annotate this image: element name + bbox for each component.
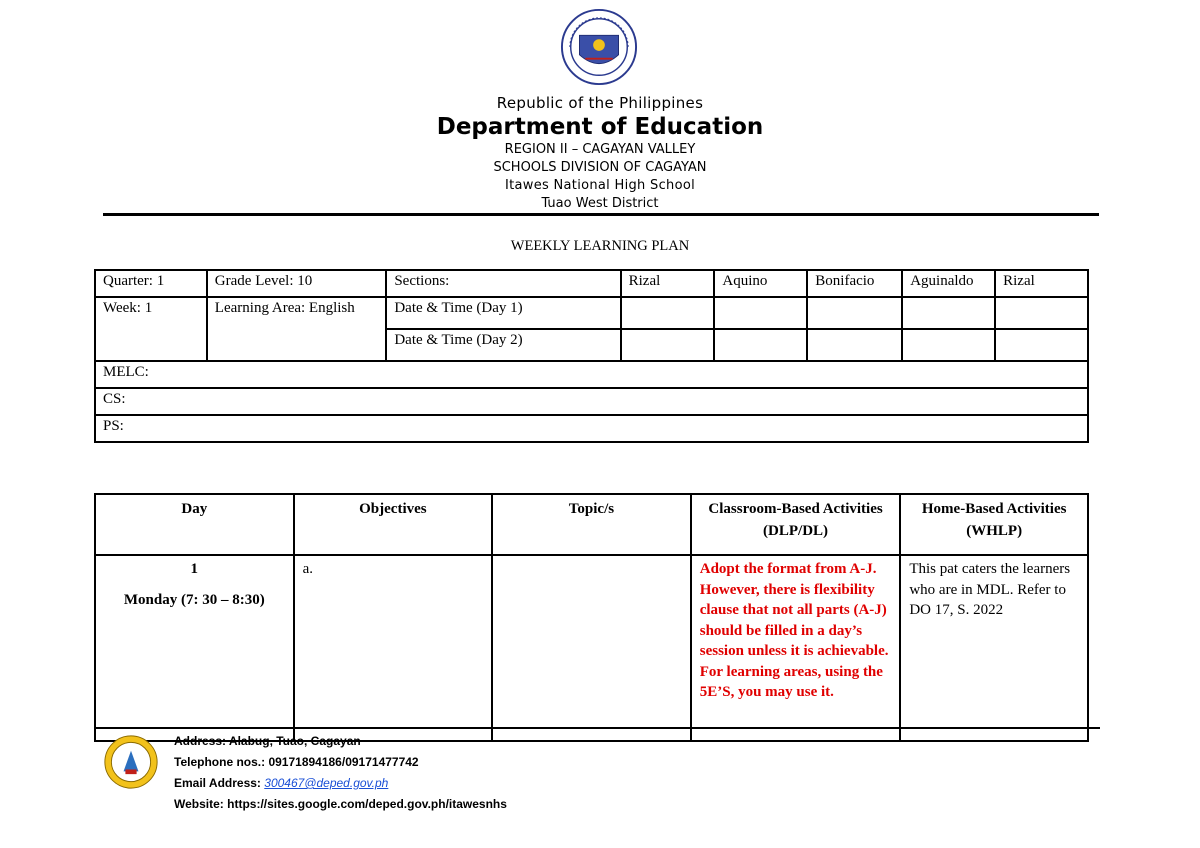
ps-row: PS: — [95, 415, 1088, 442]
footer-email-line — [174, 773, 507, 794]
district-line: Tuao West District — [541, 196, 659, 211]
topics-header: Topic/s — [492, 494, 691, 555]
day2-slot[interactable] — [995, 329, 1088, 361]
section-cell: Rizal — [995, 270, 1088, 297]
header-divider — [103, 213, 1099, 216]
melc-row: MELC: — [95, 361, 1088, 388]
objectives-header: Objectives — [294, 494, 493, 555]
school-seal-logo — [103, 734, 159, 790]
topic-cell — [492, 555, 691, 741]
day2-slot[interactable] — [714, 329, 807, 361]
section-cell: Rizal — [621, 270, 715, 297]
section-cell: Aquino — [714, 270, 807, 297]
day1-label-cell: Date & Time (Day 1) — [386, 297, 620, 329]
classroom-activities-header: Classroom-Based Activities (DLP/DL) — [691, 494, 901, 555]
objective-cell: a. — [294, 555, 493, 741]
school-line: Itawes National High School — [504, 178, 695, 193]
section-cell: Bonifacio — [807, 270, 902, 297]
day-time: Monday (7: 30 – 8:30) — [123, 591, 265, 608]
document-title: WEEKLY LEARNING PLAN — [510, 238, 690, 254]
grade-level-cell: Grade Level: 10 — [207, 270, 387, 297]
day2-slot[interactable] — [902, 329, 995, 361]
footer-telephone: Telephone nos.: 09171894186/09171477742 — [174, 755, 419, 769]
day1-slot[interactable] — [995, 297, 1088, 329]
republic-line: Republic of the Philippines — [496, 94, 704, 112]
day-cell — [95, 555, 294, 741]
division-line: SCHOOLS DIVISION OF CAGAYAN — [493, 160, 707, 175]
week-cell: Week: 1 — [95, 297, 207, 361]
region-line: REGION II – CAGAYAN VALLEY — [504, 142, 696, 157]
day2-slot[interactable] — [807, 329, 902, 361]
sections-label-cell: Sections: — [386, 270, 620, 297]
footer-email-link[interactable]: 300467@deped.gov.ph — [264, 776, 389, 790]
classroom-activities-cell: Adopt the format from A-J. However, there is flexibility clause that not all parts (A-J) should be filled in a day’s session unless it is achievable. For learning areas, using the 5E’S, you may use it. — [691, 555, 901, 741]
footer-divider — [94, 727, 1100, 729]
section-cell: Aguinaldo — [902, 270, 995, 297]
home-activities-header: Home-Based Activities (WHLP) — [900, 494, 1088, 555]
deped-seal-logo — [560, 8, 638, 86]
quarter-cell: Quarter: 1 — [95, 270, 207, 297]
footer-address: Address: Alabug, Tuao, Cagayan — [174, 734, 361, 748]
day2-label-cell: Date & Time (Day 2) — [386, 329, 620, 361]
day1-slot[interactable] — [621, 297, 715, 329]
home-activities-cell: This pat caters the learners who are in MDL. Refer to DO 17, S. 2022 — [900, 555, 1088, 741]
cs-row: CS: — [95, 388, 1088, 415]
footer-website: Website: https://sites.google.com/deped.gov.ph/itawesnhs — [174, 797, 507, 811]
day-number: 1 — [190, 561, 199, 577]
day1-slot[interactable] — [902, 297, 995, 329]
learning-area-cell: Learning Area: English — [207, 297, 387, 361]
day2-slot[interactable] — [621, 329, 715, 361]
plan-table — [94, 493, 1089, 742]
day-header: Day — [95, 494, 294, 555]
footer-email-label: Email Address: — [174, 776, 265, 790]
department-title: Department of Education — [436, 114, 764, 140]
day1-slot[interactable] — [807, 297, 902, 329]
info-table — [94, 269, 1089, 443]
footer-info — [174, 731, 507, 815]
day1-slot[interactable] — [714, 297, 807, 329]
